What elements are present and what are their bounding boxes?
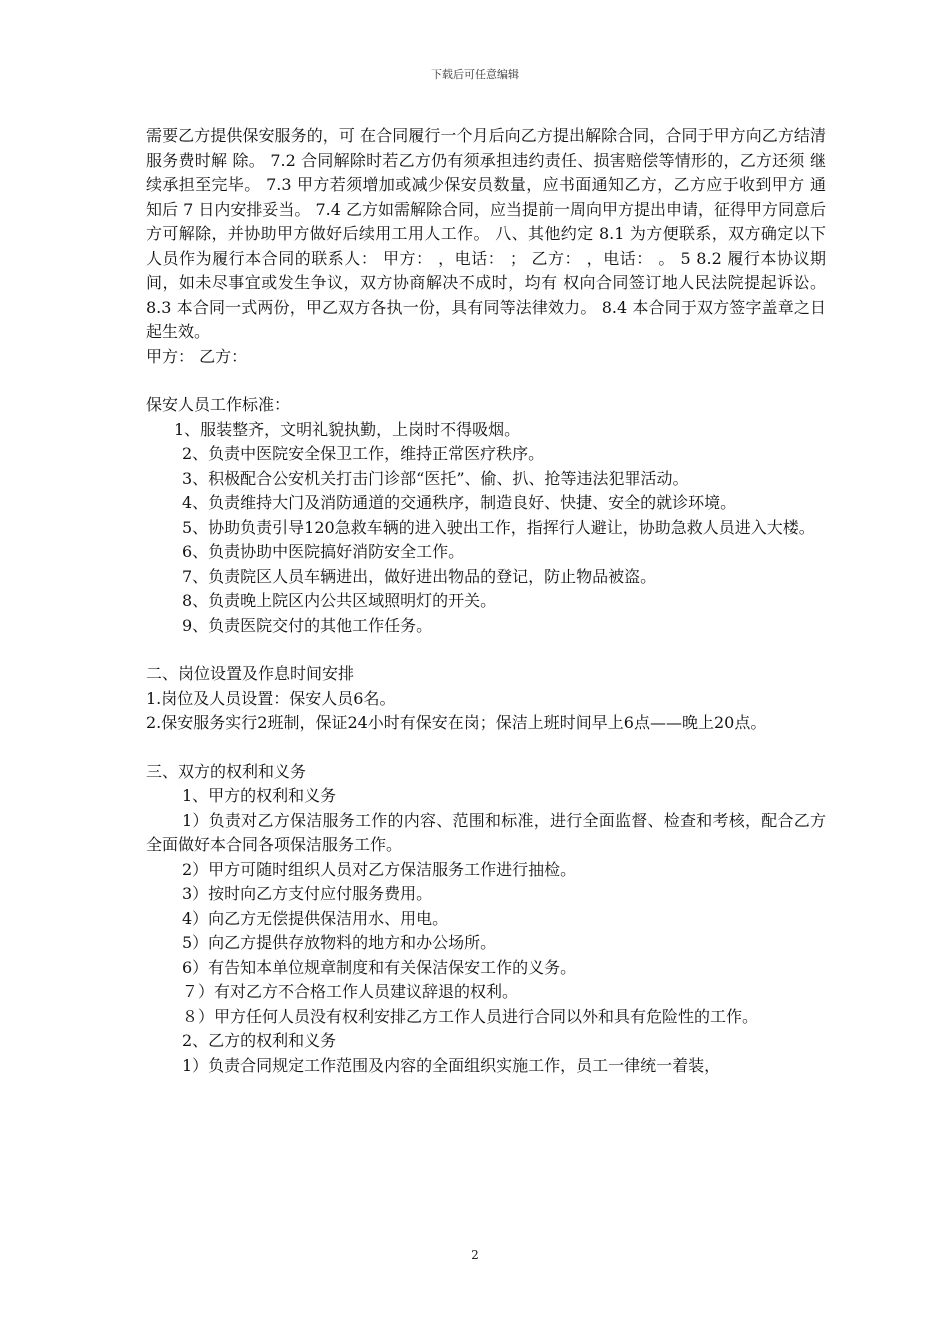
document-body [146,124,826,1078]
party-b-title: 2、乙方的权利和义务 [182,1031,337,1050]
spacer [146,369,826,393]
spacer [146,638,826,662]
standard-item: 5、协助负责引导120急救车辆的进入驶出工作，指挥行人避让，协助急救人员进入大楼。 [182,517,815,537]
signature-line: 甲方： 乙方： [146,346,248,366]
section-3-title: 三、双方的权利和义务 [146,761,307,781]
party-a-title: 1、甲方的权利和义务 [182,786,337,805]
party-a-item: 3）按时向乙方支付应付服务费用。 [182,884,433,903]
spacer [146,736,826,760]
standard-item: 8、负责晚上院区内公共区域照明灯的开关。 [182,591,497,610]
party-a-item: 1）负责对乙方保洁服务工作的内容、范围和标准，进行全面监督、检查和考核，配合乙方全面做好本合同各项保洁服务工作。 [146,810,826,854]
page-number: 2 [471,1248,479,1262]
party-a-item: 6）有告知本单位规章制度和有关保洁保安工作的义务。 [182,957,577,977]
party-a-item: 5）向乙方提供存放物料的地方和办公场所。 [182,933,497,952]
party-a-item: 4）向乙方无偿提供保洁用水、用电。 [182,908,449,928]
standard-item: 4、负责维持大门及消防通道的交通秩序，制造良好、快捷、安全的就诊环境。 [182,493,737,512]
party-a-item: 2）甲方可随时组织人员对乙方保洁服务工作进行抽检。 [182,859,577,879]
party-b-item: 1）负责合同规定工作范围及内容的全面组织实施工作，员工一律统一着装， [182,1055,721,1075]
party-a-item: ７）有对乙方不合格工作人员建议辞退的权利。 [182,982,519,1001]
standard-item: 2、负责中医院安全保卫工作，维持正常医疗秩序。 [182,444,545,463]
standard-item: 9、负责医院交付的其他工作任务。 [182,615,433,635]
party-a-item: ８）甲方任何人员没有权利安排乙方工作人员进行合同以外和具有危险性的工作。 [182,1006,759,1026]
contract-clauses-paragraph: 需要乙方提供保安服务的，可 在合同履行一个月后向乙方提出解除合同，合同于甲方向乙方结清服务费时解 除。 7.2 合同解除时若乙方仍有须承担违约责任、损害赔偿等情形的，乙方还须 继续承担至完毕。 7.3 甲方若须增加或减少保安员数量，应书面通知乙方，乙方应于收到甲方 通知后 7 日内安排妥当。 7.4 乙方如需解除合同，应当提前一周向甲方提出申请，征得甲方同意后方可解除，并协助甲方做好后续用工用人工作。 八、其他约定 8.1 为方便联系，双方确定以下人员作为履行本合同的联系人： 甲方： ，电话： ； 乙方： ，电话： 。 5 8.2 履行本协议期间，如未尽事宜或发生争议，双方协商解决不成时，均有 权向合同签订地人民法院提起诉讼。 8.3 本合同一式两份，甲乙双方各执一份，具有同等法律效力。 8.4 本合同于双方签字盖章之日起生效。 [146,126,826,341]
section-2-title: 二、岗位设置及作息时间安排 [146,664,355,683]
standard-item: 7、负责院区人员车辆进出，做好进出物品的登记，防止物品被盗。 [182,566,657,586]
standards-title: 保安人员工作标准： [146,395,291,414]
section-2-item: 1.岗位及人员设置：保安人员6名。 [146,688,396,708]
standard-item: 1、服装整齐，文明礼貌执勤，上岗时不得吸烟。 [174,419,521,439]
section-2-item: 2.保安服务实行2班制，保证24小时有保安在岗；保洁上班时间早上6点——晚上20点。 [146,713,767,732]
standard-item: 3、积极配合公安机关打击门诊部“医托”、偷、扒、抢等违法犯罪活动。 [182,468,689,488]
standard-item: 6、负责协助中医院搞好消防安全工作。 [182,542,465,561]
page-header: 下载后可任意编辑 [431,68,519,81]
